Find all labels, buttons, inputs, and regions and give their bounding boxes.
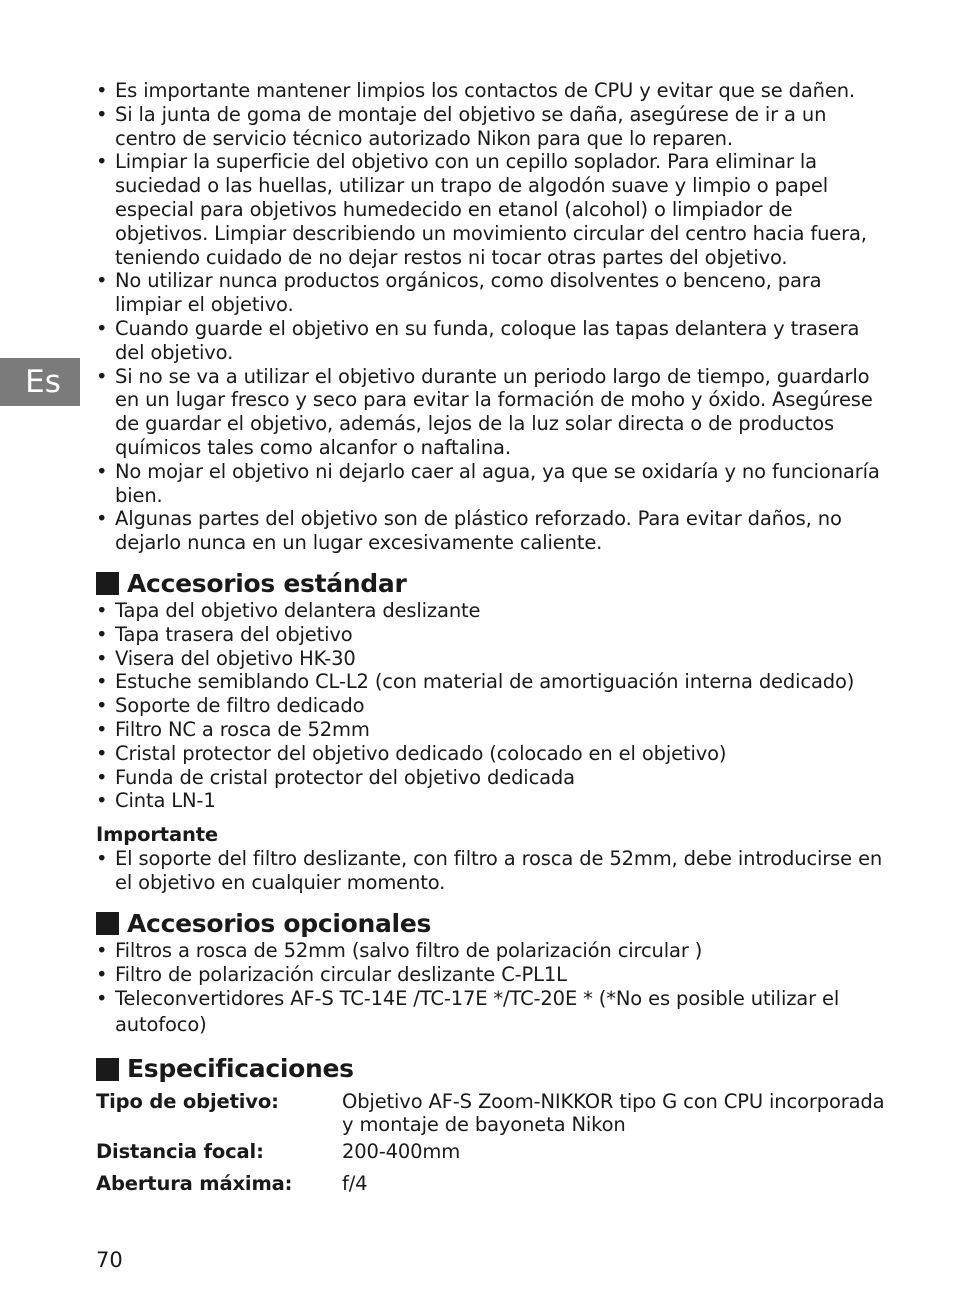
spec-row: [96, 1140, 886, 1164]
section-title: Especificaciones: [127, 1054, 354, 1084]
list-item: • Limpiar la superficie del objetivo con un cepillo soplador. Para eliminar la suciedad o las huellas, utilizar un trapo de algodón suave y limpio o papel especial para objetivos humedecido en etanol (alcohol) o limpiador de objetivos. Limpiar describiendo un movimiento circular del centro hacia fuera, teniendo cuidado de no dejar restos ni tocar otras partes del objetivo.: [96, 150, 886, 269]
list-item: • Algunas partes del objetivo son de plástico reforzado. Para evitar daños, no dejarlo nunca en un lugar excesivamente caliente.: [96, 507, 886, 555]
list-item: • El soporte del filtro deslizante, con filtro a rosca de 52mm, debe introducirse en el objetivo en cualquier momento.: [96, 847, 886, 895]
list-item: • No mojar el objetivo ni dejarlo caer al agua, ya que se oxidaría y no funcionaría bien.: [96, 460, 886, 508]
list-item: • Funda de cristal protector del objetivo dedicada: [96, 766, 886, 790]
square-bullet-icon: [96, 1058, 119, 1081]
spec-value: f/4: [342, 1172, 368, 1196]
important-list: [96, 847, 886, 895]
important-heading: Importante: [96, 823, 218, 847]
page-content: [96, 79, 886, 1196]
section-title: Accesorios opcionales: [127, 908, 432, 938]
list-item: • Cristal protector del objetivo dedicado (colocado en el objetivo): [96, 742, 886, 766]
list-item: • Visera del objetivo HK-30: [96, 647, 886, 671]
spec-label: Distancia focal:: [96, 1140, 264, 1164]
specs-table: [96, 1090, 886, 1196]
optional-accessories-list: [96, 939, 886, 1039]
list-item: • Es importante mantener limpios los contactos de CPU y evitar que se dañen.: [96, 79, 886, 103]
section-heading-optional: [96, 909, 886, 939]
list-item: • Filtro de polarización circular deslizante C-PL1L: [96, 963, 886, 987]
spec-row: [96, 1090, 886, 1136]
list-item: • Si no se va a utilizar el objetivo durante un periodo largo de tiempo, guardarlo en un lugar fresco y seco para evitar la formación de moho y óxido. Asegúrese de guardar el objetivo, además, lejos de la luz solar directa o de productos químicos tales como alcanfor o naftalina.: [96, 365, 886, 460]
list-item: • Si la junta de goma de montaje del objetivo se daña, asegúrese de ir a un centro de servicio técnico autorizado Nikon para que lo reparen.: [96, 103, 886, 151]
spec-row: [96, 1172, 886, 1196]
square-bullet-icon: [96, 572, 119, 595]
section-heading-specs: [96, 1054, 886, 1084]
list-item: • Cinta LN-1: [96, 789, 886, 813]
page-number: 70: [96, 1248, 123, 1272]
square-bullet-icon: [96, 912, 119, 935]
list-item: • Estuche semiblando CL-L2 (con material de amortiguación interna dedicado): [96, 670, 886, 694]
list-item: • Cuando guarde el objetivo en su funda, coloque las tapas delantera y trasera del objetivo.: [96, 317, 886, 365]
spec-label: Tipo de objetivo:: [96, 1090, 279, 1114]
spec-value: Objetivo AF-S Zoom-NIKKOR tipo G con CPU incorporada y montaje de bayoneta Nikon: [342, 1090, 885, 1137]
list-item: • Teleconvertidores AF-S TC-14E /TC-17E */TC-20E * (*No es posible utilizar el autofoco): [96, 986, 886, 1038]
list-item: • Filtros a rosca de 52mm (salvo filtro de polarización circular ): [96, 939, 886, 963]
list-item: • Soporte de filtro dedicado: [96, 694, 886, 718]
list-item: • No utilizar nunca productos orgánicos, como disolventes o benceno, para limpiar el objetivo.: [96, 269, 886, 317]
standard-accessories-list: [96, 599, 886, 813]
list-item: • Filtro NC a rosca de 52mm: [96, 718, 886, 742]
language-tab: Es: [0, 358, 80, 406]
list-item: • Tapa trasera del objetivo: [96, 623, 886, 647]
spec-value: 200-400mm: [342, 1140, 461, 1164]
spec-label: Abertura máxima:: [96, 1172, 293, 1196]
care-notes-list: [96, 79, 886, 555]
section-title: Accesorios estándar: [127, 568, 407, 598]
section-heading-standard: [96, 569, 886, 599]
list-item: • Tapa del objetivo delantera deslizante: [96, 599, 886, 623]
